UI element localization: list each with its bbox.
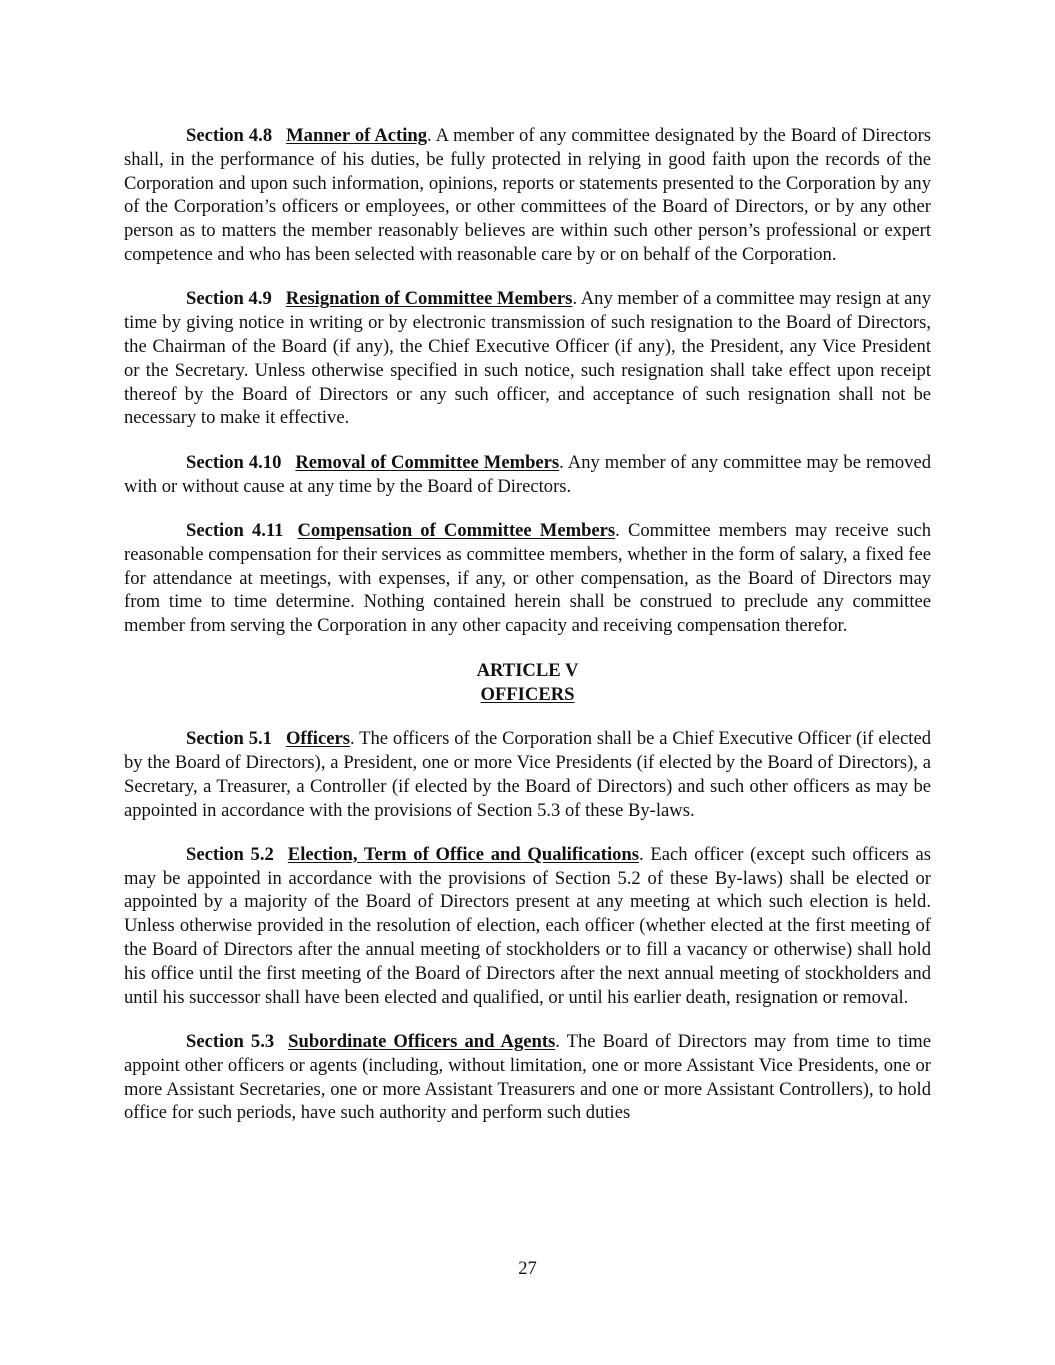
section-title: Resignation of Committee Members — [285, 288, 573, 310]
section-title: Officers — [285, 728, 350, 750]
section-text: . Each officer (except such officers as may be appointed in accordance with the provisions of Section 5.2 of these By-laws) shall be elected or appointed by a majority of the Board of Directors present at any meeting at which such election is held. Unless otherwise provided in the resolution of election, each officer (whether elected at the first meeting of the Board of Directors after the annual meeting of stockholders or to fill a vacancy or otherwise) shall hold his office until the first meeting of the Board of Directors after the next annual meeting of stockholders and until his successor shall have been elected and qualified, or until his earlier death, resignation or removal. — [124, 843, 931, 1008]
section-number: Section 5.3 — [186, 1031, 275, 1053]
section-text: . A member of any committee designated by the Board of Directors shall, in the performance of his duties, be fully protected in relying in good faith upon the records of the Corporation and upon such information, opinions, reports or statements presented to the Corporation by any of the Corporation’s officers or employees, or other committees of the Board of Directors, or by any other person as to matters the member reasonably believes are within such other person’s professional or expert competence and who has been selected with reasonable care by or on behalf of the Corporation. — [124, 125, 932, 265]
article-heading — [124, 659, 931, 707]
section-5-2 — [124, 843, 931, 1010]
section-4-9 — [124, 287, 931, 430]
section-title: Election, Term of Office and Qualifications — [287, 843, 639, 865]
section-4-10 — [124, 451, 931, 499]
section-number: Section 4.8 — [186, 125, 273, 146]
document-page — [124, 124, 931, 1146]
section-title: Compensation of Committee Members — [297, 519, 616, 541]
section-text: . Committee members may receive such reasonable compensation for their services as committee members, whether in the form of salary, a fixed fee for attendance at meetings, with expenses, if any, or other compensation, as the Board of Directors may from time to time determine. Nothing contained herein shall be construed to preclude any committee member from serving the Corporation in any other capacity and receiving compensation therefor. — [124, 519, 931, 637]
section-text: . Any member of any committee may be removed with or without cause at any time by the Board of Directors. — [124, 451, 932, 497]
section-title: Subordinate Officers and Agents — [288, 1031, 556, 1053]
section-number: Section 4.9 — [186, 288, 272, 310]
article-label: ARTICLE V — [476, 659, 579, 681]
section-4-11 — [124, 519, 931, 638]
section-title: Removal of Committee Members — [295, 451, 560, 473]
section-text: . The Board of Directors may from time to time appoint other officers or agents (including, without limitation, one or more Assistant Vice Presidents, one or more Assistant Secretaries, one or more Assistant Treasurers and one or more Assistant Controllers), to hold office for such periods, have such authority and perform such duties — [124, 1031, 931, 1124]
section-4-8 — [124, 124, 931, 267]
section-number: Section 5.2 — [186, 843, 274, 865]
section-5-3 — [124, 1030, 931, 1125]
page-number: 27 — [518, 1258, 537, 1279]
section-text: . The officers of the Corporation shall be a Chief Executive Officer (if elected by the Board of Directors), a President, one or more Vice Presidents (if elected by the Board of Directors), a Secretary, a Treasurer, a Controller (if elected by the Board of Directors) and such other officers as may be appointed in accordance with the provisions of Section 5.3 of these By-laws. — [124, 728, 932, 821]
article-title: OFFICERS — [480, 683, 575, 705]
section-number: Section 5.1 — [186, 728, 272, 750]
section-number: Section 4.10 — [186, 451, 282, 473]
section-5-1 — [124, 727, 931, 822]
section-text: . Any member of a committee may resign at any time by giving notice in writing or by electronic transmission of such resignation to the Board of Directors, the Chairman of the Board (if any), the Chief Executive Officer (if any), the President, any Vice President or the Secretary. Unless otherwise specified in such notice, such resignation shall take effect upon receipt thereof by the Board of Directors or any such officer, and acceptance of such resignation shall not be necessary to make it effective. — [124, 288, 932, 429]
section-number: Section 4.11 — [186, 519, 284, 541]
section-title: Manner of Acting — [286, 125, 428, 146]
